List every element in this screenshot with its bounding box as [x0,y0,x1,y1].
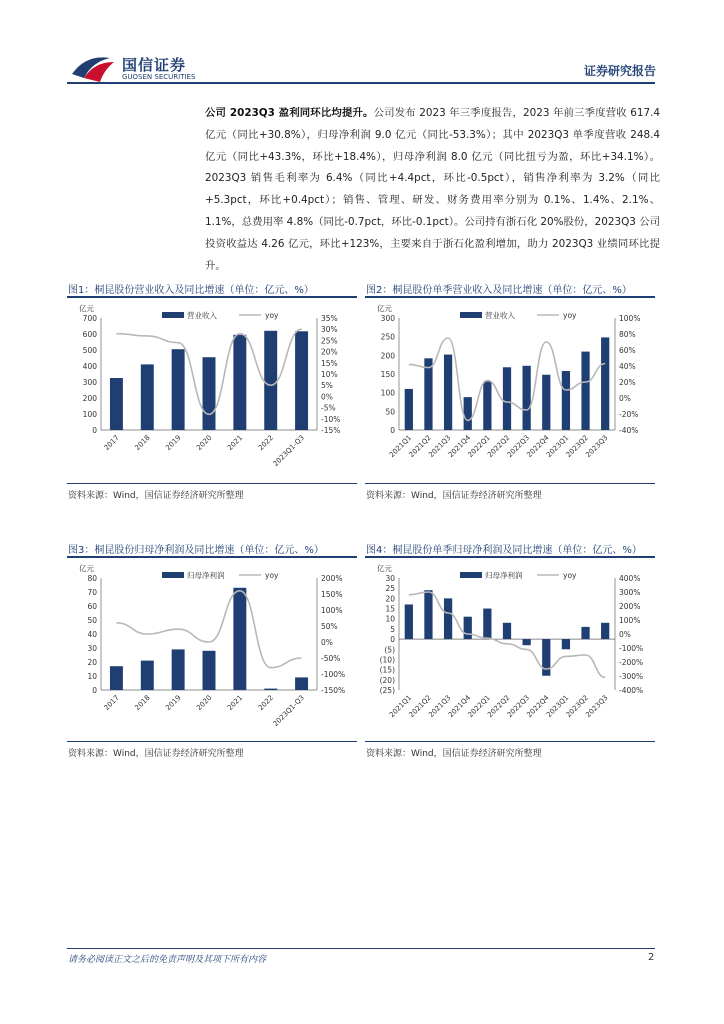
chart1-unit-label: 亿元 [79,304,94,313]
chart1-y-tick: 100 [82,410,97,419]
chart3-y-tick: 40 [87,630,97,639]
figure-3-chart [67,560,359,738]
chart4-y-tick: 25 [385,584,395,594]
chart1-x-tick: 2023Q1-Q3 [271,433,306,469]
chart1-bar [110,378,123,430]
chart2-x-tick: 2022Q2 [486,433,512,460]
chart1-y2-tick: 20% [321,347,338,357]
figure-4-source: 资料来源：Wind，国信证券经济研究所整理 [366,749,542,759]
chart2-y2-tick: 40% [619,362,636,371]
chart2-legend-line-label: yoy [563,311,577,320]
figure-4-bottom-rule [365,741,655,742]
chart3-y-tick: 70 [87,588,97,597]
chart3-x-tick: 2022 [256,693,276,713]
chart3-y-tick: 60 [87,602,97,611]
chart1-y-tick: 300 [82,378,97,387]
chart1-y2-tick: 25% [321,336,338,346]
figure-1-chart [67,300,359,478]
chart2-y2-tick: -40% [619,426,639,435]
figure-2-chart [365,300,657,478]
chart3-y2-tick: 100% [321,606,343,615]
chart2-y-tick: 150 [380,370,395,379]
chart4-y2-tick: 300% [619,588,641,597]
chart4-bar [581,627,589,639]
chart1-y2-tick: -5% [321,403,336,413]
chart4-y-tick: 20 [385,594,395,604]
chart2-y2-tick: 0% [619,394,631,403]
chart2-bar [444,355,452,430]
chart2-y-tick: 250 [380,332,395,342]
chart4-x-tick: 2021Q2 [407,693,433,720]
page-number: 2 [648,952,655,963]
chart2-x-tick: 2022Q3 [505,433,532,460]
chart1-legend-bar-label: 营业收入 [187,311,217,320]
chart4-bar [523,639,531,645]
chart4-y2-tick: 400% [619,574,641,583]
chart4-x-tick: 2022Q1 [466,693,492,720]
chart4-y-tick: 10 [385,614,395,624]
chart2-x-tick: 2023Q1 [545,433,571,460]
chart1-legend-line-label: yoy [265,311,279,320]
footer-rule [67,948,655,949]
chart2-unit-label: 亿元 [377,304,392,313]
chart4-legend-line-label: yoy [563,571,577,580]
figure-2-top-rule [365,296,655,298]
figure-4-top-rule [365,556,655,558]
guosen-logo [70,52,230,86]
chart4-x-tick: 2023Q2 [564,693,590,720]
chart1-x-tick: 2017 [102,433,121,453]
chart4-y-tick: 5 [390,624,395,634]
chart2-x-tick: 2022Q1 [466,433,492,460]
figure-2-source: 资料来源：Wind，国信证券经济研究所整理 [366,491,542,501]
chart4-bar [601,623,609,639]
chart2-bar [562,371,570,430]
chart1-bar [172,349,185,430]
chart2-y2-tick: 60% [619,346,636,355]
chart2-y-tick: 200 [380,351,395,361]
chart1-x-tick: 2021 [226,433,245,453]
chart4-x-tick: 2021Q4 [446,693,473,720]
chart2-bar [542,375,550,430]
chart3-legend-bar-swatch [162,572,184,578]
chart1-y2-tick: 30% [321,325,338,335]
chart1-x-tick: 2022 [256,433,276,453]
chart3-y2-tick: -100% [321,670,346,679]
chart2-bar [601,337,609,430]
figure-3-source: 资料来源：Wind，国信证券经济研究所整理 [68,749,244,759]
chart4-x-tick: 2022Q3 [505,693,532,720]
chart4-bar [424,590,432,639]
chart4-bar [562,639,570,649]
chart2-y-tick: 0 [390,426,395,435]
chart4-bar [503,623,511,639]
figure-1-title: 图1：桐昆股份营业收入及同比增速（单位：亿元、%） [68,285,314,296]
figure-3-top-rule [67,556,357,558]
chart1-y2-tick: 35% [321,314,338,323]
chart3-bar [295,677,308,690]
chart4-y-tick: 0 [390,635,395,645]
chart3-x-tick: 2021 [226,693,245,713]
chart4-y2-tick: -100% [619,644,644,653]
chart1-x-tick: 2020 [195,433,214,453]
chart2-bar [581,352,589,430]
chart1-y-tick: 0 [92,426,97,435]
chart2-bar [405,389,413,430]
chart3-legend-line-label: yoy [265,571,279,580]
chart1-bar [295,331,308,430]
chart2-bar [503,367,511,430]
chart4-x-tick: 2023Q1 [545,693,571,720]
chart2-y2-tick: 80% [619,330,636,339]
chart3-legend-bar-label: 归母净利润 [187,571,225,580]
chart2-x-tick: 2023Q2 [564,433,590,460]
chart3-y2-tick: 50% [321,622,338,631]
chart4-bar [405,604,413,639]
chart3-x-tick: 2017 [102,693,121,713]
chart4-bar [444,598,452,639]
chart4-y2-tick: 0% [619,630,631,639]
figure-1-top-rule [67,296,357,298]
chart3-y2-tick: 150% [321,590,343,599]
chart3-bar [233,588,246,690]
chart4-y2-tick: -400% [619,686,644,695]
header-rule [67,82,655,84]
chart4-y-tick: (15) [379,665,395,675]
chart2-y-tick: 300 [380,314,395,323]
chart1-y2-tick: 0% [321,392,333,402]
chart4-y2-tick: 100% [619,616,641,625]
chart1-y-tick: 700 [82,314,97,323]
chart3-bar [110,666,123,690]
chart1-bar [264,331,277,430]
chart2-x-tick: 2021Q3 [427,433,453,460]
chart1-x-tick: 2019 [164,433,183,453]
logo-text-cn: 国信证券 [122,56,187,74]
figure-1-source: 资料来源：Wind，国信证券经济研究所整理 [68,491,244,501]
chart2-legend-bar-swatch [460,312,482,318]
chart2-bar [483,381,491,430]
figure-2-title: 图2：桐昆股份单季营业收入及同比增速（单位：亿元、%） [366,285,632,296]
chart3-y-tick: 30 [87,644,97,653]
chart2-y2-tick: 100% [619,314,641,323]
chart3-x-tick: 2020 [195,693,214,713]
chart3-unit-label: 亿元 [79,564,94,573]
chart4-bar [542,639,550,676]
chart3-bar [141,661,154,690]
chart3-y2-tick: -150% [321,686,346,695]
chart1-y-tick: 400 [82,362,97,371]
chart2-legend-bar-label: 营业收入 [485,311,515,320]
chart1-y2-tick: 5% [321,381,333,391]
chart3-y-tick: 10 [87,672,97,681]
chart2-y-tick: 50 [385,407,395,417]
chart1-y2-tick: -15% [321,426,341,435]
chart1-x-tick: 2018 [133,433,152,453]
disclaimer-note: 请务必阅读正文之后的免责声明及其项下所有内容 [68,955,267,965]
chart2-bar [464,397,472,430]
guosen-logo-mark [70,52,118,84]
chart3-y-tick: 0 [92,686,97,695]
chart1-y-tick: 600 [82,330,97,339]
chart4-bar [464,617,472,639]
chart3-bar [203,651,216,690]
figure-1-bottom-rule [67,483,357,484]
chart4-x-tick: 2021Q1 [387,693,414,720]
chart2-bar [523,366,531,430]
chart4-y-tick: (10) [379,655,395,665]
chart4-y2-tick: -200% [619,658,644,667]
chart1-legend-bar-swatch [162,312,184,318]
chart1-y2-tick: -10% [321,414,341,424]
chart4-legend-bar-label: 归母净利润 [485,571,523,580]
chart2-y2-tick: 20% [619,378,636,387]
chart4-x-tick: 2021Q3 [427,693,453,720]
figure-2-bottom-rule [365,483,655,484]
chart2-x-tick: 2021Q2 [407,433,433,460]
chart4-y-tick: (20) [379,675,395,685]
chart4-unit-label: 亿元 [377,564,392,573]
chart4-y2-tick: 200% [619,602,641,611]
chart3-y2-tick: 0% [321,638,333,647]
chart4-y-tick: (5) [384,645,395,655]
chart2-y-tick: 100 [380,388,395,398]
chart3-bar [264,689,277,690]
figure-4-title: 图4：桐昆股份单季归母净利润及同比增速（单位：亿元、%） [366,545,642,556]
chart3-x-tick: 2023Q1-Q3 [271,693,306,729]
chart2-x-tick: 2021Q4 [446,433,473,460]
chart3-bar [172,649,185,690]
figure-3-bottom-rule [67,741,357,742]
chart4-x-tick: 2023Q3 [584,693,610,720]
logo-text-en: GUOSEN SECURITIES [122,73,196,81]
chart2-x-tick: 2023Q3 [584,433,610,460]
chart3-x-tick: 2018 [133,693,152,713]
figure-3-title: 图3：桐昆股份归母净利润及同比增速（单位：亿元、%） [68,545,324,556]
chart4-x-tick: 2022Q4 [525,693,551,720]
chart4-y-tick: 15 [385,604,395,614]
chart1-bar [141,364,154,430]
chart4-legend-bar-swatch [460,572,482,578]
chart4-y-tick: 30 [385,574,395,583]
paragraph-body: 公司发布 2023 年三季度报告，2023 年前三季度营收 617.4 亿元（同比+30.8%），归母净利润 9.0 亿元（同比-53.3%）；其中 2023Q3 单季度营收 248.4 亿元（同比+43.3%，环比+18.4%），归母净利润 8.0 亿元（同比扭亏为盈，环比+34.1%）。2023Q3 销售毛利率为 6.4%（同比+4.4pct，环比-0.5pct），销售净利率为 3.2%（同比+5.3pct，环比+0.4pct）；销售、管理、研发、财务费用率分别为 0.1%、1.4%、2.1%、1.1%，总费用率 4.8%（同比-0.7pct，环比-0.1pct）。公司持有浙石化 20%股份，2023Q3 公司投资收益达 4.26 亿元，环比+123%，主要来自于浙石化盈利增加，助力 2023Q3 业绩同环比提升。 [205,107,661,272]
figure-4-chart [365,560,657,738]
page-header [0,0,724,86]
chart3-y-tick: 80 [87,574,97,583]
chart1-y2-tick: 10% [321,370,338,379]
chart2-y2-tick: -20% [619,410,639,419]
chart4-x-tick: 2022Q2 [486,693,512,720]
document-type: 证券研究报告 [583,64,656,78]
chart4-y-tick: (25) [379,686,395,695]
paragraph-lead: 公司 2023Q3 盈利同环比均提升。 [205,107,374,119]
chart2-x-tick: 2021Q1 [387,433,414,460]
chart1-bar [203,357,216,430]
chart2-bar [424,358,432,430]
chart1-y2-tick: 15% [321,358,338,368]
chart3-y-tick: 50 [87,616,97,625]
chart3-y2-tick: -50% [321,654,341,663]
chart1-y-tick: 500 [82,346,97,355]
chart4-y2-tick: -300% [619,672,644,681]
chart3-y-tick: 20 [87,658,97,667]
chart2-x-tick: 2022Q4 [525,433,551,460]
chart1-y-tick: 200 [82,394,97,403]
analysis-paragraph [205,103,660,277]
chart3-x-tick: 2019 [164,693,183,713]
chart3-y2-tick: 200% [321,574,343,583]
chart4-bar [483,609,491,640]
chart1-bar [233,335,246,430]
